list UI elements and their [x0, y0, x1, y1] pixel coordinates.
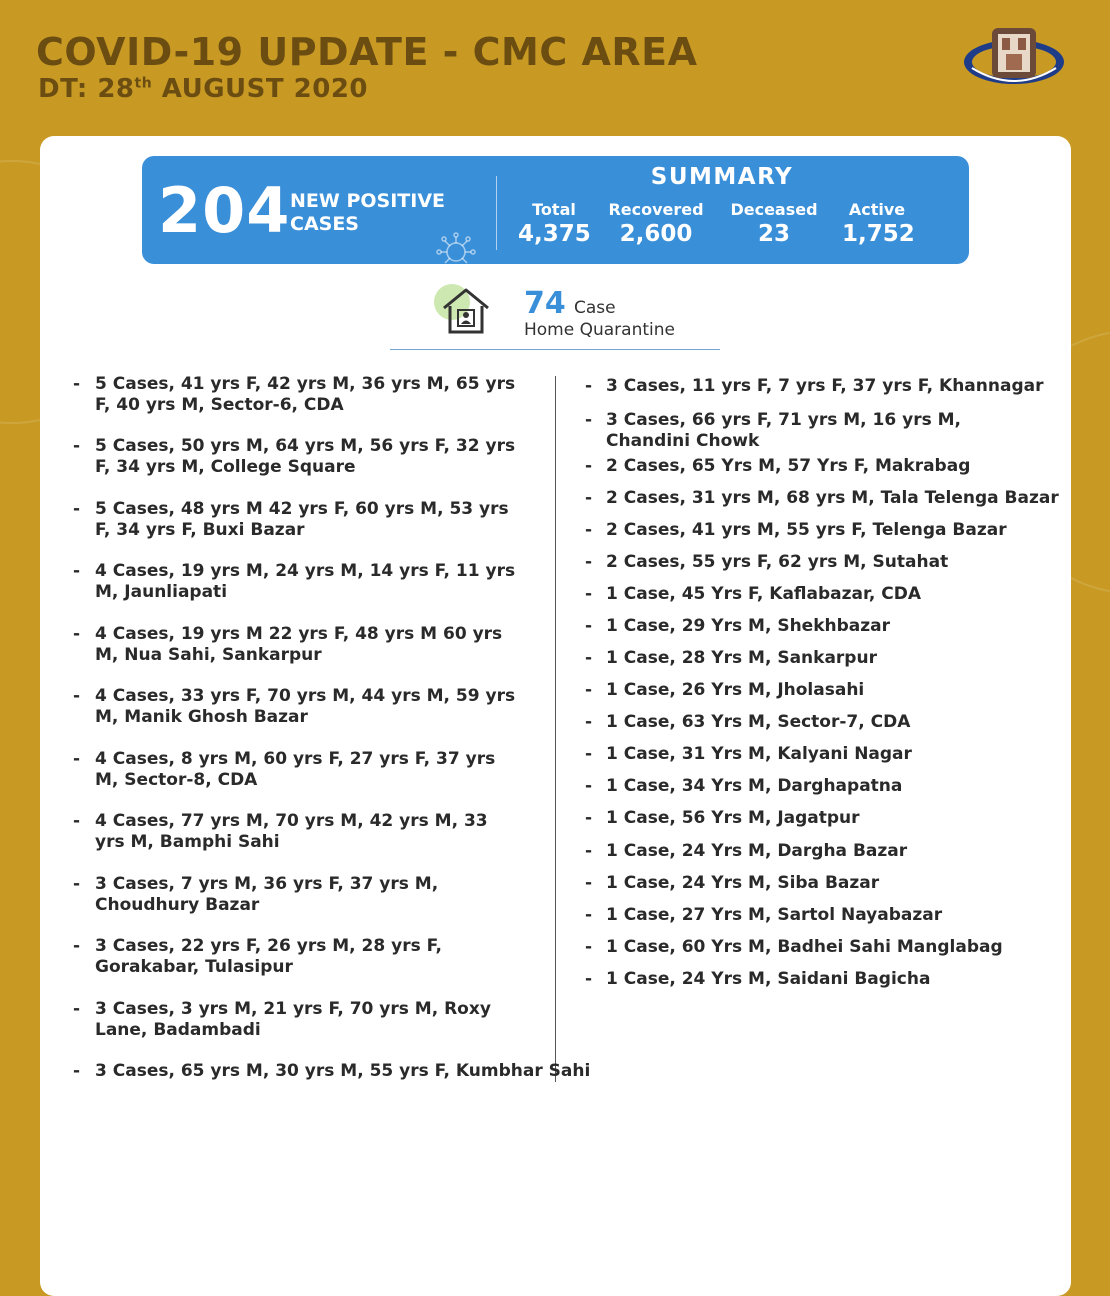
list-item: - 1 Case, 24 Yrs M, Saidani Bagicha — [585, 969, 931, 989]
list-item: - 1 Case, 60 Yrs M, Badhei Sahi Manglabag — [585, 937, 1003, 957]
home-quarantine-unit: Case — [574, 298, 616, 318]
virus-icon — [428, 228, 484, 264]
list-item: - 1 Case, 34 Yrs M, Darghapatna — [585, 776, 903, 796]
report-date: DT: 28th AUGUST 2020 — [38, 74, 369, 104]
list-item: - 3 Cases, 22 yrs F, 26 yrs M, 28 yrs F, Gorakabar, Tulasipur — [73, 936, 442, 977]
column-divider — [555, 376, 556, 1082]
list-item: - 1 Case, 56 Yrs M, Jagatpur — [585, 808, 860, 828]
list-item: - 1 Case, 63 Yrs M, Sector-7, CDA — [585, 712, 911, 732]
list-item: - 3 Cases, 65 yrs M, 30 yrs M, 55 yrs F, Kumbhar Sahi — [73, 1061, 591, 1081]
list-item: - 1 Case, 27 Yrs M, Sartol Nayabazar — [585, 905, 943, 925]
new-positive-label: NEW POSITIVE CASES — [290, 190, 445, 235]
home-quarantine-count: 74 — [524, 286, 566, 321]
list-item: - 3 Cases, 3 yrs M, 21 yrs F, 70 yrs M, Roxy Lane, Badambadi — [73, 999, 491, 1040]
list-item: - 3 Cases, 7 yrs M, 36 yrs F, 37 yrs M, Choudhury Bazar — [73, 874, 439, 915]
list-item: - 3 Cases, 11 yrs F, 7 yrs F, 37 yrs F, Khannagar — [585, 376, 1044, 396]
list-item: - 5 Cases, 48 yrs M 42 yrs F, 60 yrs M, 53 yrs F, 34 yrs F, Buxi Bazar — [73, 499, 509, 540]
content-card — [40, 136, 1071, 1296]
home-quarantine-block — [432, 284, 722, 344]
quarantine-underline — [390, 349, 720, 350]
list-item: - 1 Case, 26 Yrs M, Jholasahi — [585, 680, 865, 700]
list-item: - 1 Case, 28 Yrs M, Sankarpur — [585, 648, 877, 668]
list-item: - 5 Cases, 41 yrs F, 42 yrs M, 36 yrs M, 65 yrs F, 40 yrs M, Sector-6, CDA — [73, 374, 516, 415]
summary-title: SUMMARY — [650, 164, 794, 190]
list-item: - 1 Case, 24 Yrs M, Siba Bazar — [585, 873, 880, 893]
new-positive-count: 204 — [158, 174, 291, 247]
list-item: - 4 Cases, 19 yrs M, 24 yrs M, 14 yrs F, 11 yrs M, Jaunliapati — [73, 561, 516, 602]
list-item: - 1 Case, 31 Yrs M, Kalyani Nagar — [585, 744, 912, 764]
list-item: - 4 Cases, 77 yrs M, 70 yrs M, 42 yrs M, 33 yrs M, Bamphi Sahi — [73, 811, 488, 852]
list-item: - 4 Cases, 33 yrs F, 70 yrs M, 44 yrs M, 59 yrs M, Manik Ghosh Bazar — [73, 686, 516, 727]
list-item: - 4 Cases, 19 yrs M 22 yrs F, 48 yrs M 60 yrs M, Nua Sahi, Sankarpur — [73, 624, 503, 665]
list-item: - 1 Case, 29 Yrs M, Shekhbazar — [585, 616, 890, 636]
list-item: - 1 Case, 45 Yrs F, Kaflabazar, CDA — [585, 584, 922, 604]
list-item: - 2 Cases, 65 Yrs M, 57 Yrs F, Makrabag — [585, 456, 971, 476]
home-quarantine-icon — [438, 286, 494, 336]
home-quarantine-label: Home Quarantine — [524, 320, 675, 340]
list-item: - 2 Cases, 31 yrs M, 68 yrs M, Tala Telenga Bazar — [585, 488, 1059, 508]
list-item: - 5 Cases, 50 yrs M, 64 yrs M, 56 yrs F, 32 yrs F, 34 yrs M, College Square — [73, 436, 516, 477]
stat-deceased: Deceased 23 — [730, 200, 818, 247]
stat-total: Total 4,375 — [518, 200, 591, 247]
municipal-corporation-seal-icon — [962, 24, 1066, 96]
list-item: - 1 Case, 24 Yrs M, Dargha Bazar — [585, 841, 908, 861]
stat-recovered: Recovered 2,600 — [608, 200, 704, 247]
stat-active: Active 1,752 — [842, 200, 915, 247]
summary-banner — [142, 156, 969, 264]
list-item: - 2 Cases, 41 yrs M, 55 yrs F, Telenga Bazar — [585, 520, 1007, 540]
list-item: - 4 Cases, 8 yrs M, 60 yrs F, 27 yrs F, 37 yrs M, Sector-8, CDA — [73, 749, 496, 790]
page-title: COVID-19 UPDATE - CMC AREA — [36, 30, 698, 74]
list-item: - 2 Cases, 55 yrs F, 62 yrs M, Sutahat — [585, 552, 949, 572]
list-item: - 3 Cases, 66 yrs F, 71 yrs M, 16 yrs M, Chandini Chowk — [585, 410, 961, 451]
